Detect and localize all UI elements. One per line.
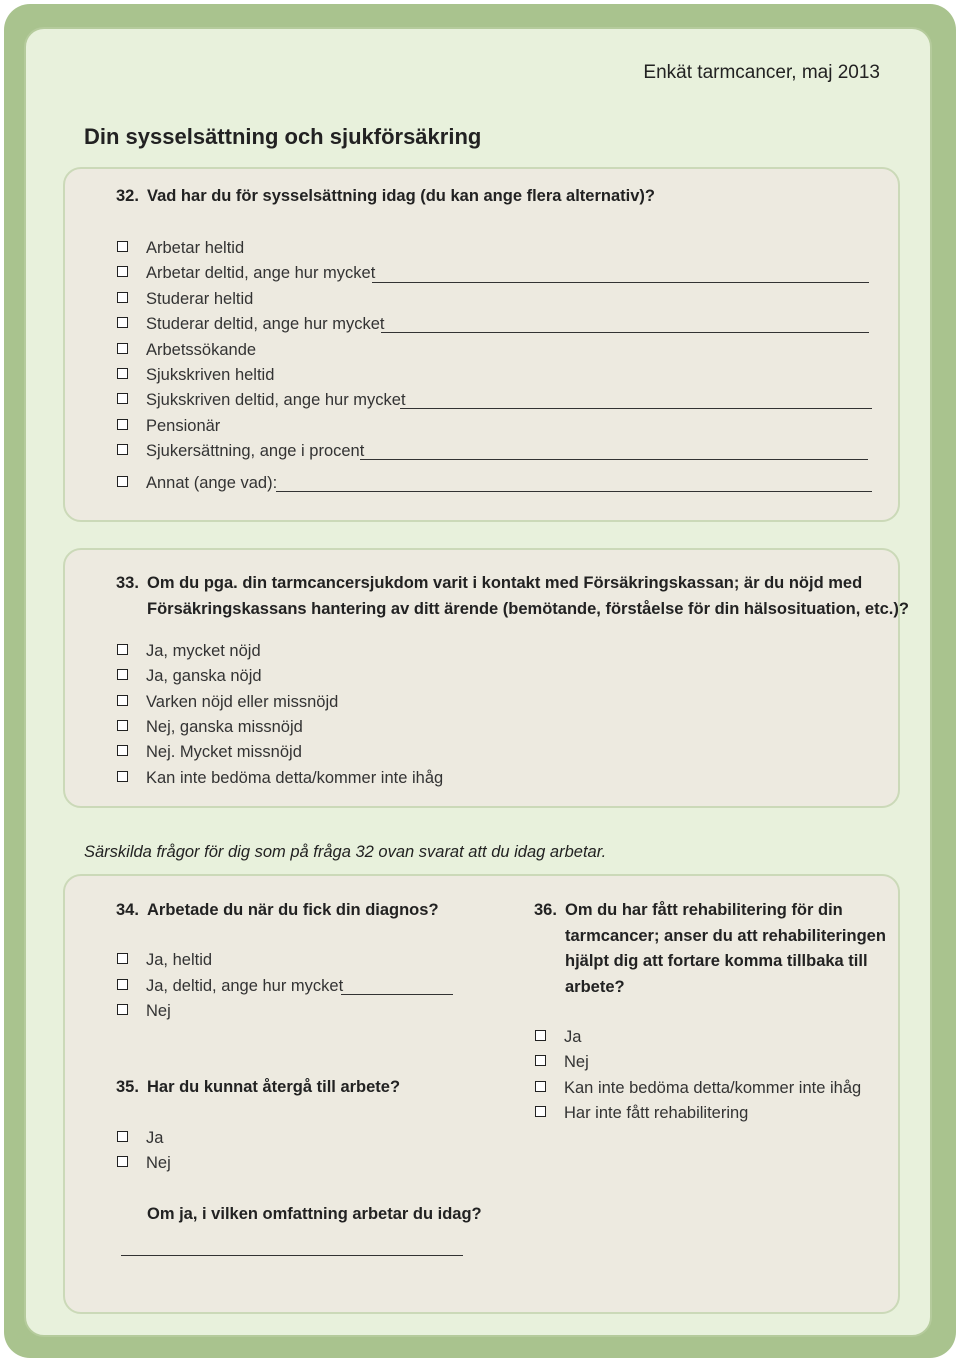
question-text-line-4: arbete? [565,977,625,996]
question-text-line-2: Försäkringskassans hantering av ditt ärende (bemötande, förståelse för din hälsosituation, etc.)? [147,599,909,618]
answer-line-studerar-deltid[interactable] [381,332,869,333]
checkbox[interactable] [117,476,128,487]
question-text: Arbetade du när du fick din diagnos? [147,901,439,919]
question-text-line-1: Om du pga. din tarmcancersjukdom varit i kontakt med Försäkringskassan; är du nöjd med [147,574,863,592]
checkbox[interactable] [117,241,128,252]
answer-line-arbetar-deltid[interactable] [372,282,869,283]
question-text-line-2: tarmcancer; anser du att rehabiliteringen [565,926,886,945]
answer-line-sjukskriven-deltid[interactable] [400,408,872,409]
question-number: 33. [116,574,139,592]
checkbox[interactable] [117,644,128,655]
answer-line-annat[interactable] [276,491,872,492]
followup-text: Om ja, i vilken omfattning arbetar du idag? [147,1205,482,1223]
checkbox[interactable] [117,292,128,303]
checkbox[interactable] [535,1030,546,1041]
question-number: 35. [116,1078,139,1096]
question-text-line-3: hjälpt dig att fortare komma tillbaka till [565,952,868,970]
question-text-line-1: Om du har fått rehabilitering för din [565,901,843,919]
answer-line-omfattning[interactable] [121,1255,463,1256]
checkbox[interactable] [117,393,128,404]
checkbox[interactable] [117,979,128,990]
checkbox[interactable] [117,1156,128,1167]
checkbox[interactable] [117,1131,128,1142]
checkbox[interactable] [117,317,128,328]
checkbox[interactable] [117,266,128,277]
checkbox[interactable] [535,1081,546,1092]
checkbox[interactable] [117,368,128,379]
checkbox[interactable] [117,1004,128,1015]
checkbox[interactable] [117,745,128,756]
checkbox[interactable] [117,695,128,706]
checkbox[interactable] [117,343,128,354]
section-note: Särskilda frågor för dig som på fråga 32 ovan svarat att du idag arbetar. [84,843,607,861]
checkbox[interactable] [117,720,128,731]
question-text: Har du kunnat återgå till arbete? [147,1078,401,1096]
question-number: 32. [116,187,139,205]
checkbox[interactable] [117,444,128,455]
question-35-followup [147,1202,507,1228]
checkbox[interactable] [117,771,128,782]
section-title: Din sysselsättning och sjukförsäkring [84,124,482,149]
answer-line-ja-deltid[interactable] [341,994,453,995]
question-text: Vad har du för sysselsättning idag (du kan ange flera alternativ)? [147,187,655,205]
question-number: 34. [116,901,139,919]
checkbox[interactable] [117,669,128,680]
survey-title: Enkät tarmcancer, maj 2013 [643,62,880,83]
checkbox[interactable] [117,953,128,964]
checkbox[interactable] [535,1106,546,1117]
answer-line-sjukersattning[interactable] [360,459,868,460]
question-number: 36. [534,901,557,919]
checkbox[interactable] [117,419,128,430]
checkbox[interactable] [535,1055,546,1066]
